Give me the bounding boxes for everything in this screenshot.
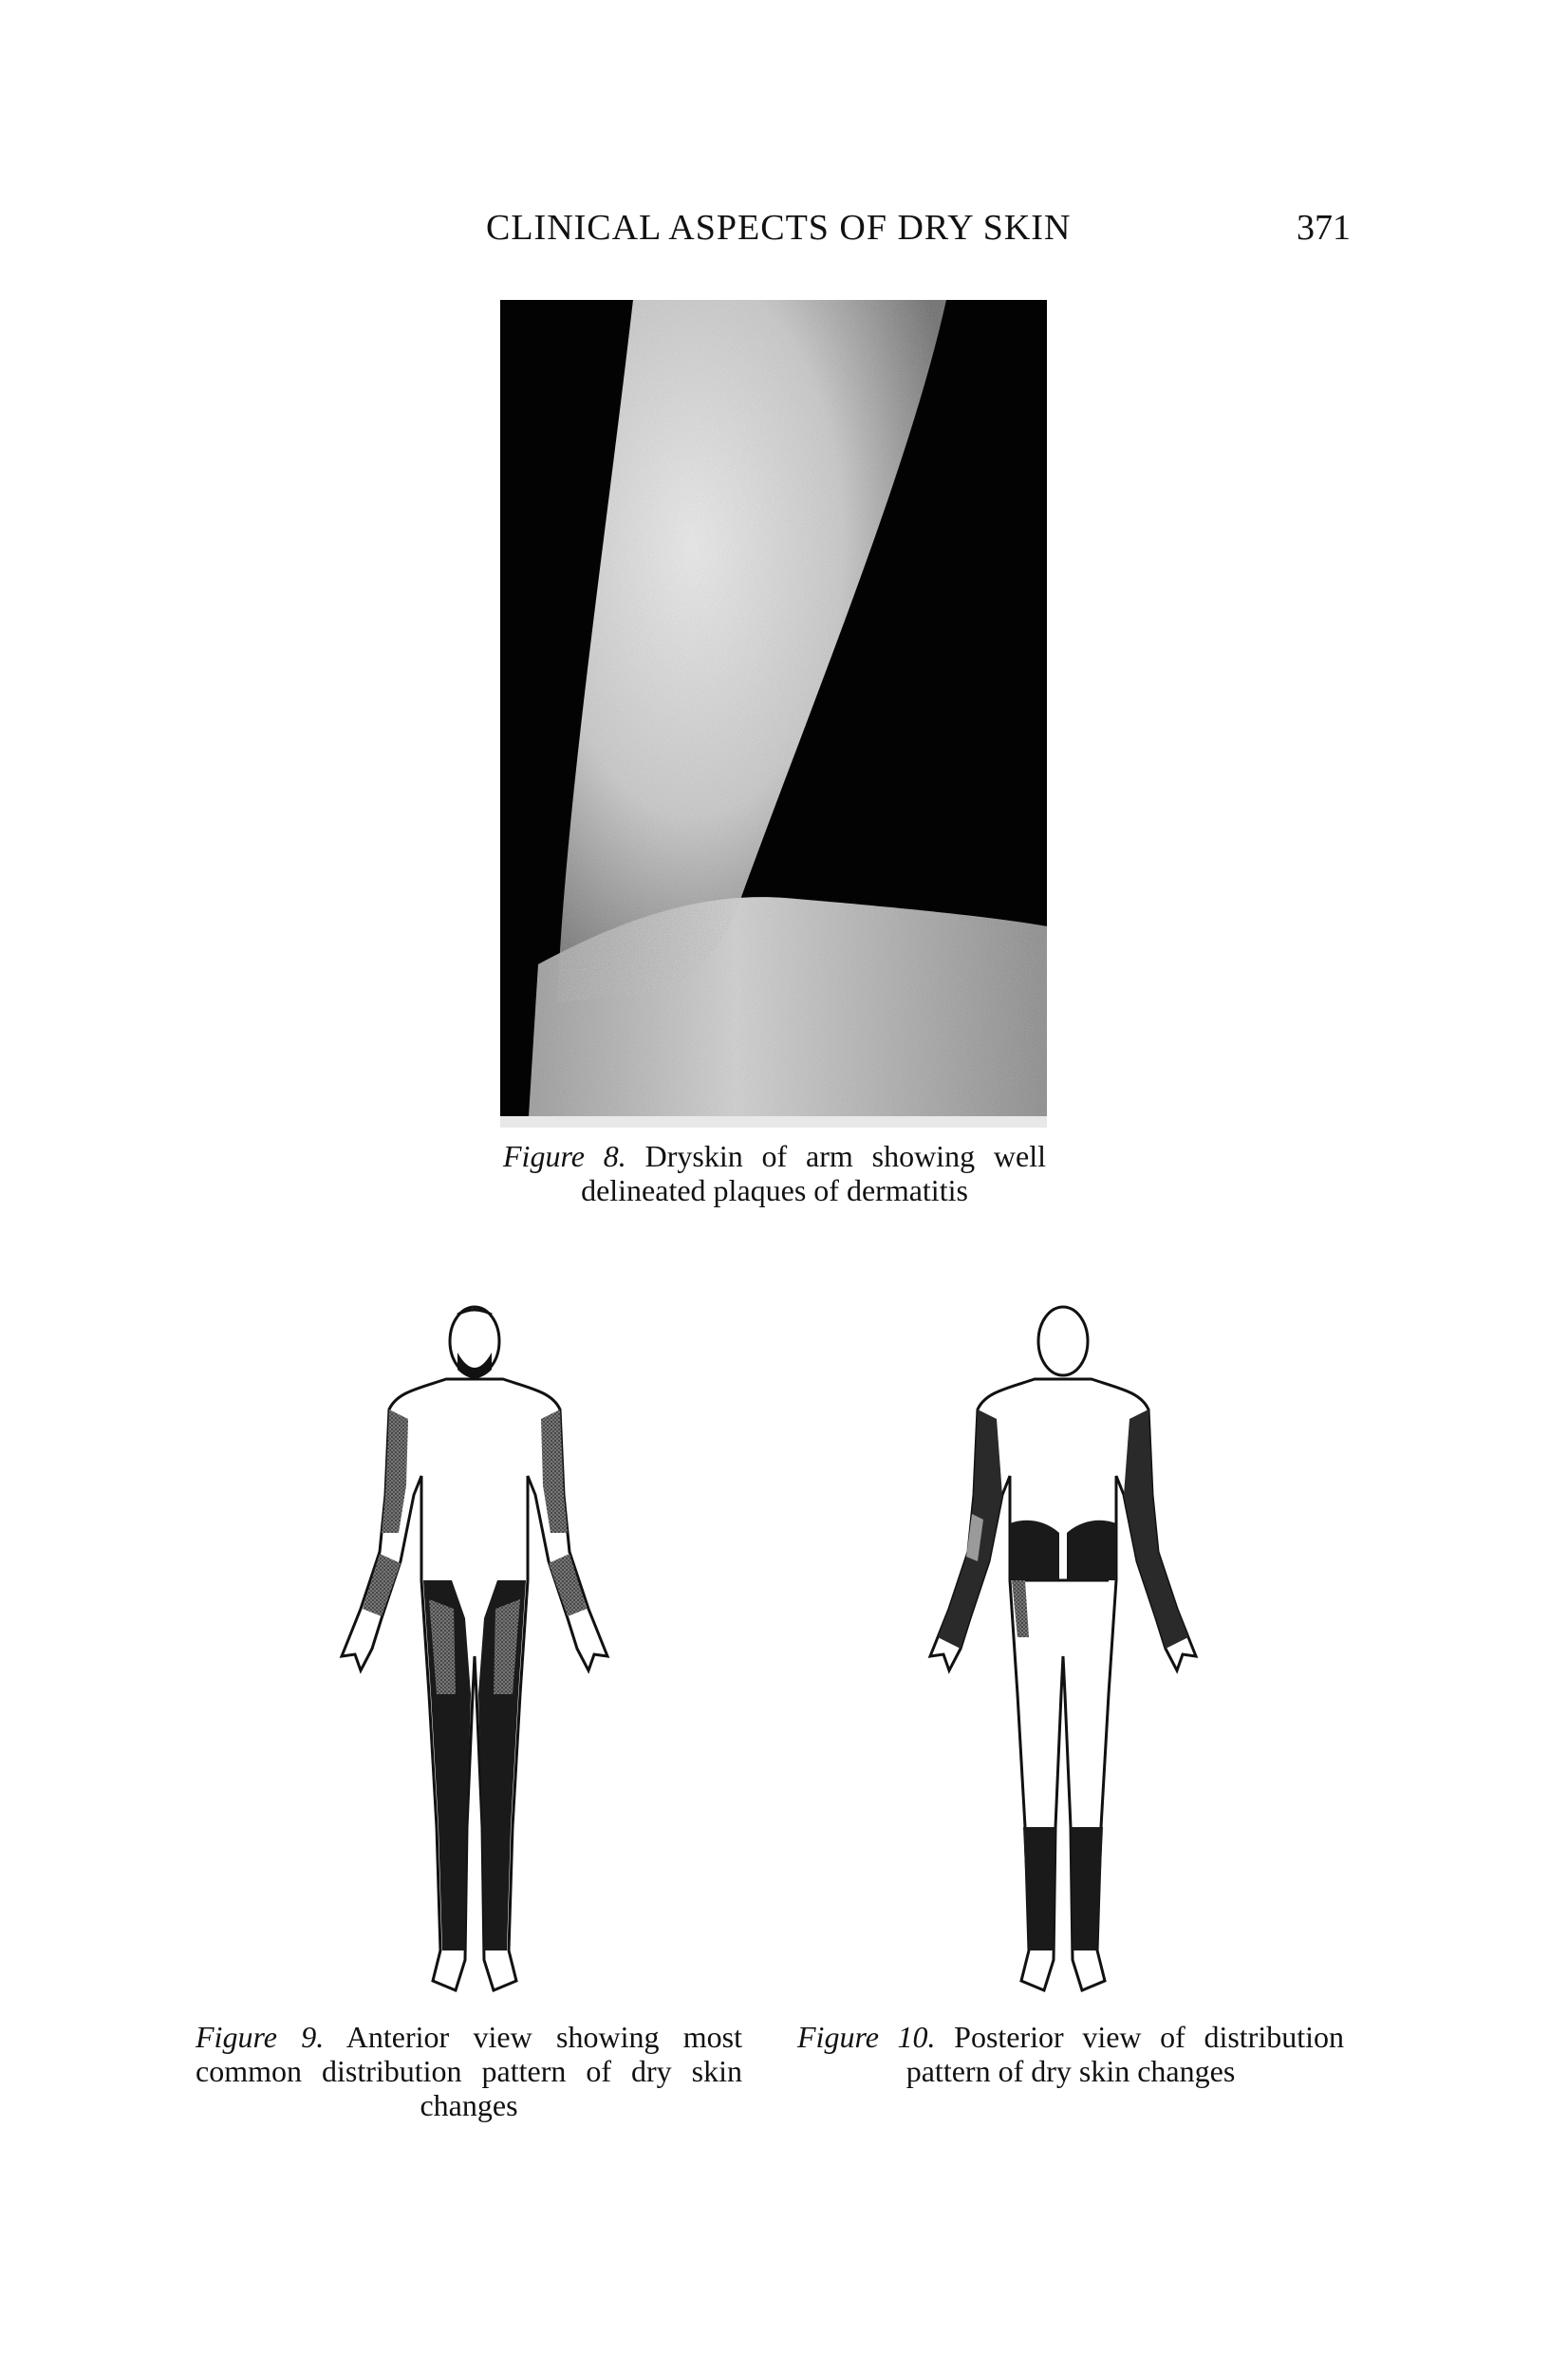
page-number: 371 — [1297, 208, 1351, 248]
figure-10-diagram — [911, 1296, 1215, 1998]
figure-10-text: Posterior view of distribution pattern of dry skin changes — [905, 2020, 1344, 2088]
figure-10-label: Figure 10. — [797, 2020, 936, 2054]
figure-9-caption — [196, 2020, 742, 2122]
figure-9-label: Figure 9. — [196, 2020, 325, 2054]
running-title: CLINICAL ASPECTS OF DRY SKIN — [486, 208, 1072, 248]
figure-8-caption — [503, 1139, 1046, 1207]
figure-9-diagram — [323, 1296, 626, 1998]
running-head — [0, 207, 1568, 254]
posterior-body-outline — [911, 1296, 1215, 1998]
figure-9-text: Anterior view showing most common distribution pattern of dry skin changes — [196, 2020, 742, 2122]
arm-photo-image — [500, 300, 1047, 1128]
figure-8-photo — [500, 300, 1047, 1128]
figure-10-caption — [797, 2020, 1344, 2088]
figure-8-text: Dryskin of arm showing well delineated plaques of dermatitis — [581, 1139, 1047, 1207]
anterior-body-outline — [323, 1296, 626, 1998]
figure-8-label: Figure 8. — [503, 1139, 626, 1173]
